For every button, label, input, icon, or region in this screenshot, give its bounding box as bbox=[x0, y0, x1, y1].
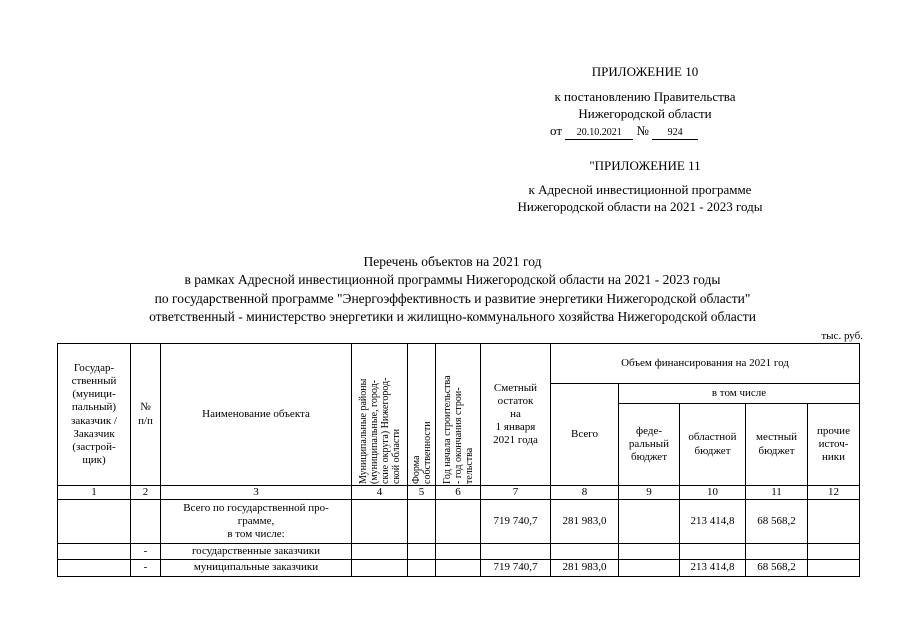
column-number-row bbox=[58, 486, 860, 500]
column-number: 4 bbox=[352, 486, 408, 500]
column-number: 7 bbox=[481, 486, 551, 500]
cell-customer bbox=[58, 500, 131, 544]
cell-years bbox=[436, 500, 481, 544]
cell-name: муниципальные заказчики bbox=[161, 560, 352, 576]
header-years: Год начала строительства - год окончания строи- тельства bbox=[436, 344, 481, 486]
table-row-total bbox=[58, 500, 860, 544]
column-number: 5 bbox=[408, 486, 436, 500]
column-number: 12 bbox=[808, 486, 860, 500]
cell-other bbox=[808, 560, 860, 576]
cell-ownership bbox=[408, 500, 436, 544]
cell-other bbox=[808, 500, 860, 544]
header-other: прочие источ- ники bbox=[808, 404, 860, 486]
title-line-3: по государственной программе "Энергоэффективность и развитие энергетики Нижегородской области" bbox=[154, 291, 751, 306]
cell-regional bbox=[680, 544, 746, 560]
cell-name: государственные заказчики bbox=[161, 544, 352, 560]
cell-ownership bbox=[408, 560, 436, 576]
cell-districts bbox=[352, 500, 408, 544]
title-line-1: Перечень объектов на 2021 год bbox=[363, 254, 542, 269]
header-total: Всего bbox=[551, 384, 619, 486]
cell-years bbox=[436, 544, 481, 560]
header-districts: Муниципальные районы (муниципальные, город- ские округа) Нижегород- ской области bbox=[352, 344, 408, 486]
cell-no bbox=[131, 500, 161, 544]
appendix-11-label: "ПРИЛОЖЕНИЕ 11 bbox=[589, 158, 701, 173]
header-federal: феде- ральный бюджет bbox=[619, 404, 680, 486]
column-number: 11 bbox=[746, 486, 808, 500]
cell-local: 68 568,2 bbox=[746, 560, 808, 576]
column-number: 8 bbox=[551, 486, 619, 500]
cell-customer bbox=[58, 560, 131, 576]
cell-balance: 719 740,7 bbox=[481, 500, 551, 544]
cell-total: 281 983,0 bbox=[551, 560, 619, 576]
column-number: 2 bbox=[131, 486, 161, 500]
header-local: местный бюджет bbox=[746, 404, 808, 486]
header-customer: Государ- ственный (муници- пальный) заказчик / Заказчик (застрой- щик) bbox=[58, 344, 131, 486]
objects-table bbox=[57, 343, 860, 577]
cell-local bbox=[746, 544, 808, 560]
cell-regional: 213 414,8 bbox=[680, 500, 746, 544]
cell-districts bbox=[352, 544, 408, 560]
cell-local: 68 568,2 bbox=[746, 500, 808, 544]
cell-total bbox=[551, 544, 619, 560]
table-row-state bbox=[58, 544, 860, 560]
column-number: 6 bbox=[436, 486, 481, 500]
cell-federal bbox=[619, 560, 680, 576]
header-financing: Объем финансирования на 2021 год bbox=[551, 344, 860, 384]
title-line-4: ответственный - министерство энергетики и жилищно-коммунального хозяйства Нижегородской области bbox=[149, 309, 756, 324]
table-row-municipal bbox=[58, 560, 860, 576]
cell-regional: 213 414,8 bbox=[680, 560, 746, 576]
cell-no: - bbox=[131, 544, 161, 560]
cell-years bbox=[436, 560, 481, 576]
title-line-2: в рамках Адресной инвестиционной программы Нижегородской области на 2021 - 2023 годы bbox=[184, 272, 721, 287]
decree-line-1: к постановлению Правительства bbox=[554, 89, 736, 104]
cell-name: Всего по государственной про- грамме, в том числе: bbox=[161, 500, 352, 544]
cell-districts bbox=[352, 560, 408, 576]
program-line-2: Нижегородской области на 2021 - 2023 годы bbox=[517, 199, 763, 214]
cell-other bbox=[808, 544, 860, 560]
decree-date: 20.10.2021 bbox=[565, 127, 633, 140]
header-ownership: Форма собственности bbox=[408, 344, 436, 486]
column-number: 9 bbox=[619, 486, 680, 500]
header-name: Наименование объекта bbox=[161, 344, 352, 486]
header-no: № п/п bbox=[131, 344, 161, 486]
header-including: в том числе bbox=[619, 384, 860, 404]
date-prefix: от bbox=[550, 123, 563, 138]
cell-no: - bbox=[131, 560, 161, 576]
number-sign: № bbox=[636, 123, 649, 138]
cell-balance: 719 740,7 bbox=[481, 560, 551, 576]
program-line-1: к Адресной инвестиционной программе bbox=[528, 182, 752, 197]
header-regional: областной бюджет bbox=[680, 404, 746, 486]
cell-federal bbox=[619, 500, 680, 544]
cell-customer bbox=[58, 544, 131, 560]
decree-date-number bbox=[550, 123, 790, 140]
units-label: тыс. руб. bbox=[821, 330, 863, 342]
appendix-label: ПРИЛОЖЕНИЕ 10 bbox=[591, 64, 699, 79]
cell-federal bbox=[619, 544, 680, 560]
decree-number: 924 bbox=[652, 127, 698, 140]
column-number: 1 bbox=[58, 486, 131, 500]
cell-ownership bbox=[408, 544, 436, 560]
header-balance: Сметный остаток на 1 января 2021 года bbox=[481, 344, 551, 486]
cell-total: 281 983,0 bbox=[551, 500, 619, 544]
cell-balance bbox=[481, 544, 551, 560]
column-number: 3 bbox=[161, 486, 352, 500]
column-number: 10 bbox=[680, 486, 746, 500]
decree-line-2: Нижегородской области bbox=[578, 106, 712, 121]
